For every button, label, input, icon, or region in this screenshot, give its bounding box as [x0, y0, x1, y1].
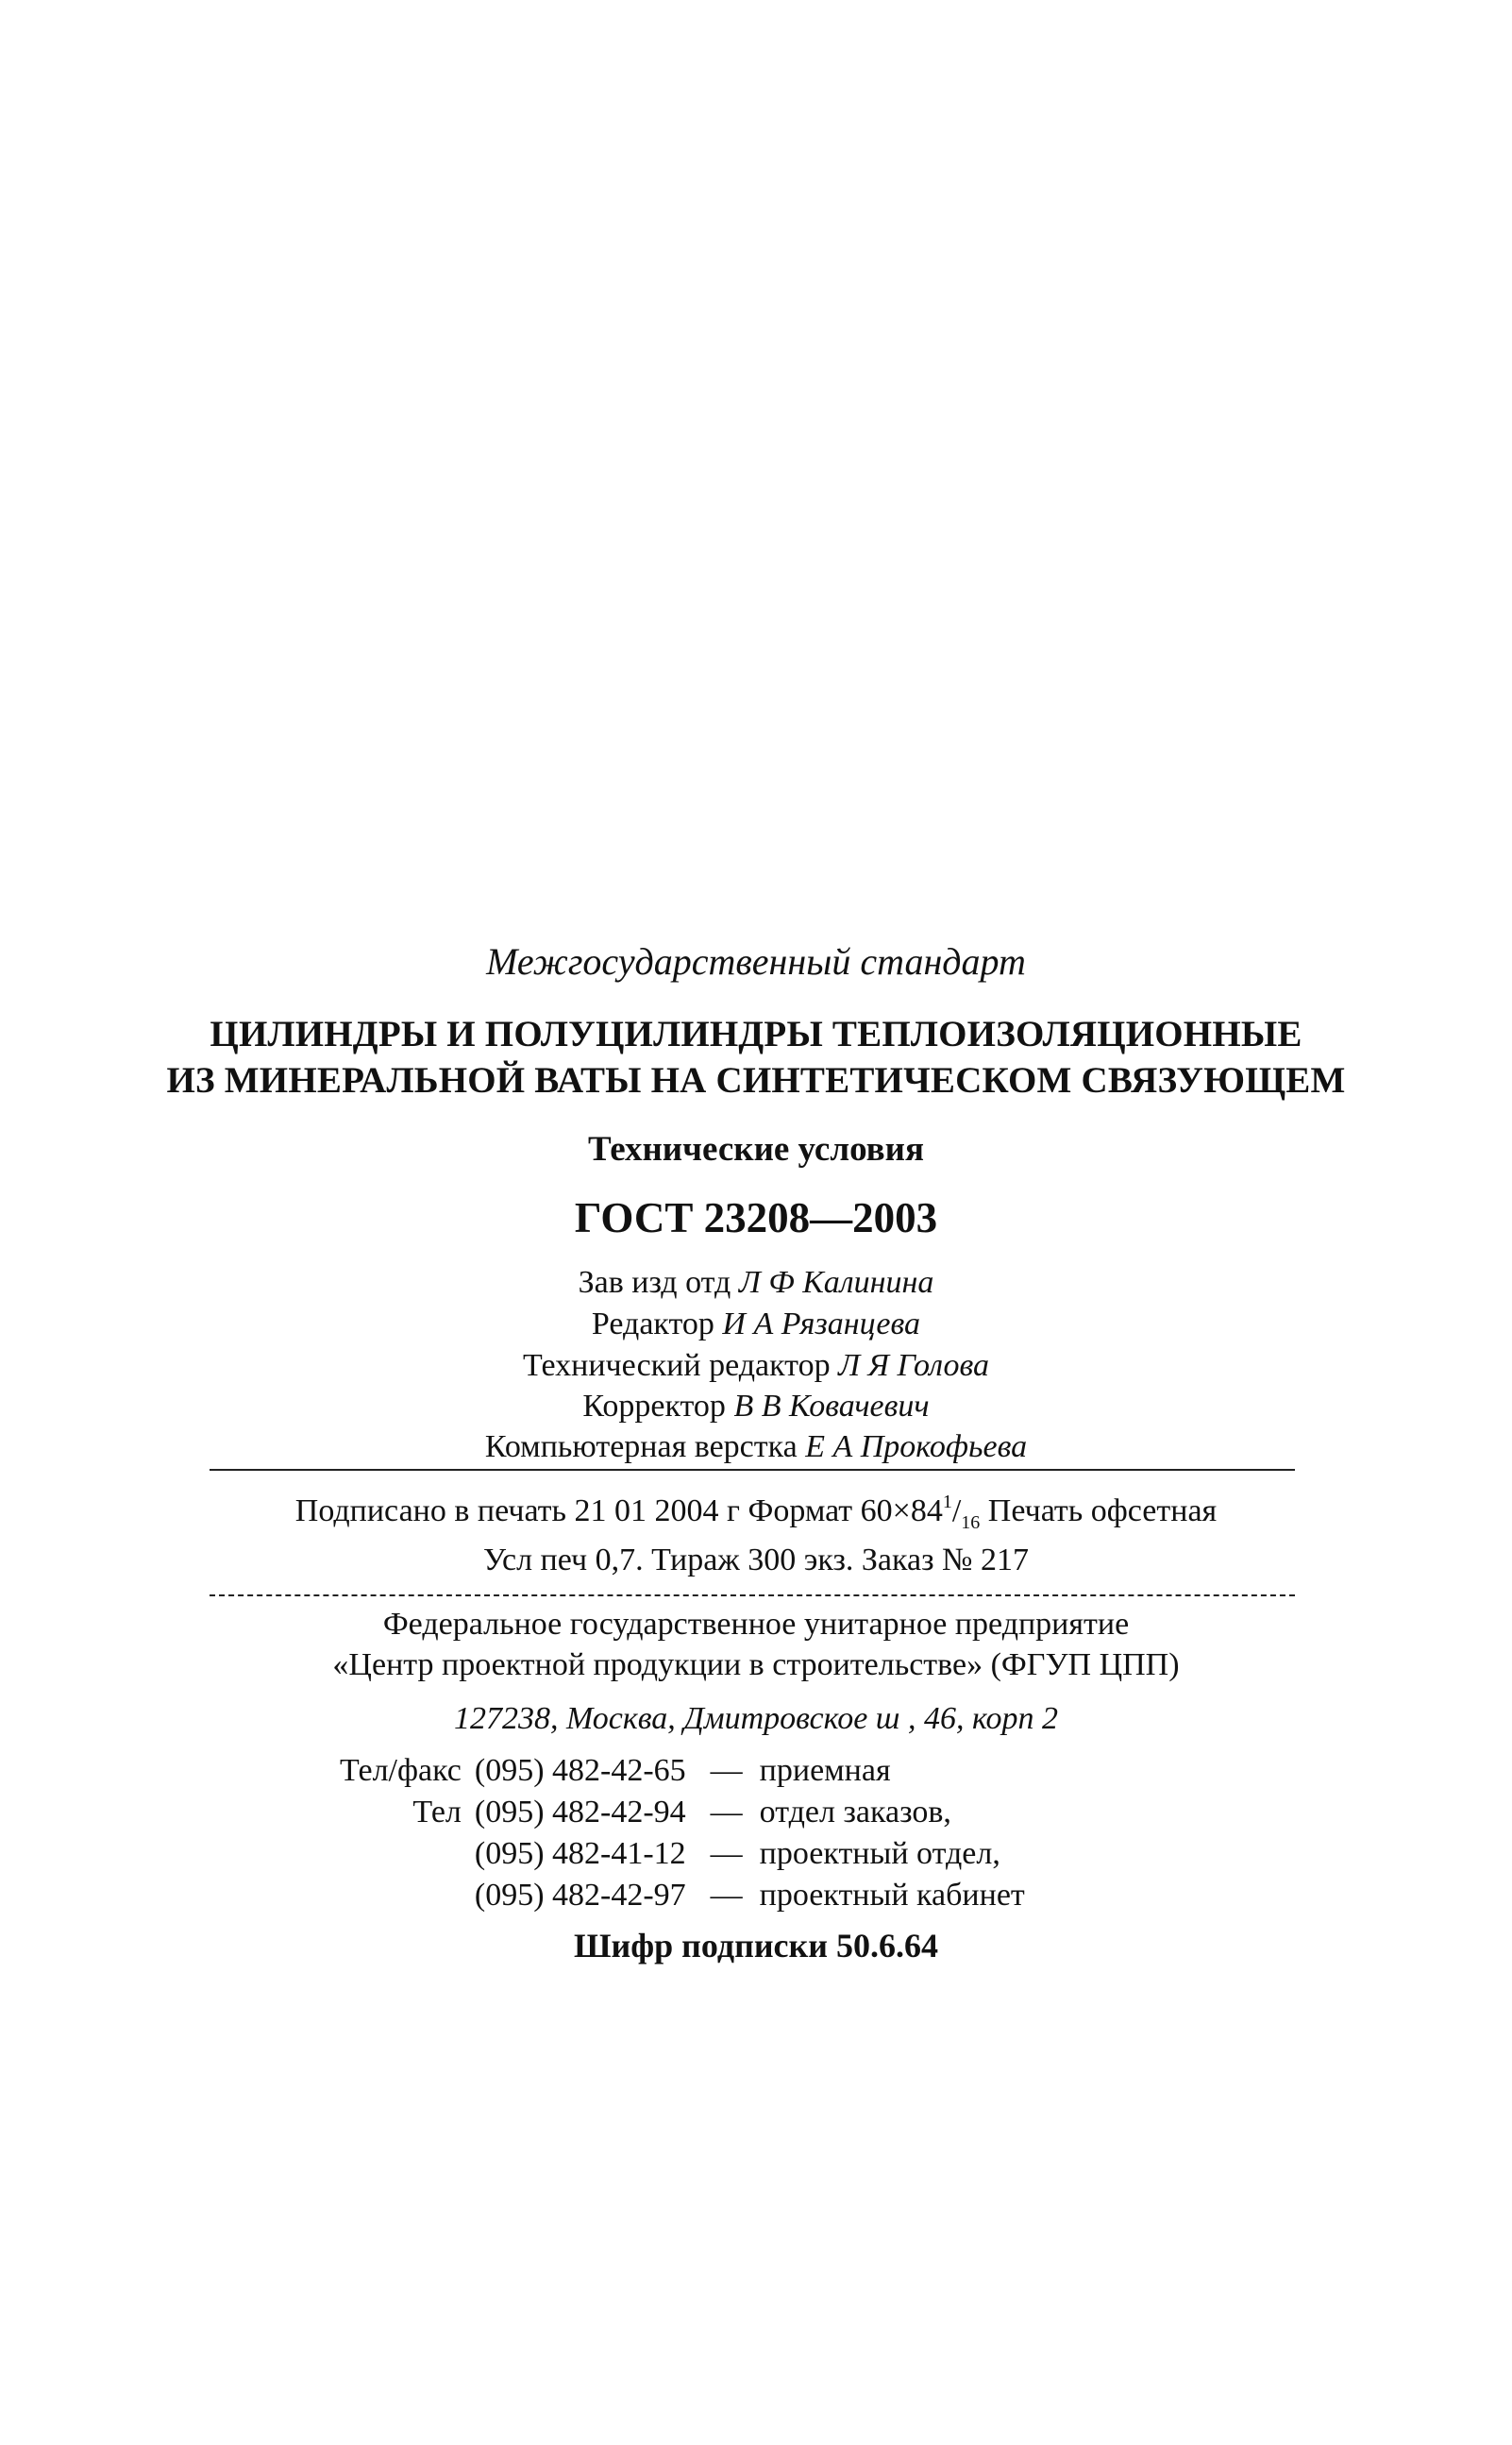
- credit-name: В В Ковачевич: [733, 1389, 930, 1424]
- phone-row: [340, 1833, 1033, 1875]
- phone-number: (095) 482-42-97: [474, 1878, 686, 1913]
- divider-bottom: [210, 1594, 1295, 1596]
- publisher-line-1: Федеральное государственное унитарное предприятие: [382, 1607, 1130, 1642]
- credit-name: И А Рязанцева: [722, 1307, 921, 1341]
- print-type: Печать офсетная: [987, 1493, 1218, 1528]
- credit-line: [0, 1429, 1512, 1465]
- print-info-line-2: Усл печ 0,7. Тираж 300 экз. Заказ № 217: [483, 1543, 1029, 1577]
- credit-name: Е А Прокофьева: [805, 1429, 1028, 1464]
- credit-line: [0, 1265, 1512, 1301]
- subscription-cipher: Шифр подписки 50.6.64: [573, 1927, 939, 1964]
- divider-top: [210, 1469, 1295, 1471]
- format-subscript: 16: [961, 1512, 981, 1533]
- credit-name: Л Ф Калинина: [738, 1265, 934, 1300]
- phone-label: [340, 1875, 475, 1916]
- phone-label: Тел: [412, 1795, 462, 1830]
- phone-label: Тел/факс: [340, 1753, 462, 1788]
- credit-line: [0, 1389, 1512, 1425]
- phone-number: (095) 482-42-94: [474, 1795, 686, 1830]
- print-info-line-1: [0, 1492, 1512, 1534]
- credit-role: Технический редактор: [523, 1348, 831, 1383]
- phone-dash: —: [710, 1753, 743, 1788]
- print-signed: Подписано в печать 21 01 2004 г: [294, 1493, 740, 1528]
- phone-dash: —: [710, 1836, 743, 1871]
- phone-number: (095) 482-41-12: [474, 1836, 686, 1871]
- phone-label: [340, 1833, 475, 1875]
- title-line-1: ЦИЛИНДРЫ И ПОЛУЦИЛИНДРЫ ТЕПЛОИЗОЛЯЦИОННЫЕ: [210, 1014, 1302, 1054]
- print-format: Формат $60\times 84^1/_{16}$: [748, 1492, 981, 1533]
- phone-row: [340, 1875, 1033, 1916]
- credit-line: [0, 1307, 1512, 1342]
- gost-number: ГОСТ 23208—2003: [574, 1194, 938, 1241]
- credit-role: Редактор: [591, 1307, 714, 1341]
- phone-dept: отдел заказов,: [759, 1795, 951, 1830]
- phone-row: [340, 1792, 1033, 1833]
- credit-role: Компьютерная верстка: [484, 1429, 798, 1464]
- publisher-address: 127238, Москва, Дмитровское ш , 46, корп 2: [453, 1701, 1059, 1736]
- phone-dash: —: [710, 1878, 743, 1913]
- phone-number: (095) 482-42-65: [474, 1753, 686, 1788]
- credit-name: Л Я Голова: [838, 1348, 989, 1383]
- phone-dash: —: [710, 1795, 743, 1830]
- credit-line: [0, 1348, 1512, 1384]
- credit-role: Корректор: [582, 1389, 726, 1424]
- phone-row: [340, 1750, 1033, 1792]
- format-superscript: 1: [942, 1492, 952, 1512]
- title-line-2: ИЗ МИНЕРАЛЬНОЙ ВАТЫ НА СИНТЕТИЧЕСКОМ СВЯЗУЮЩЕМ: [166, 1060, 1346, 1101]
- phone-dept: проектный кабинет: [759, 1878, 1025, 1913]
- standard-subtitle: Межгосударственный стандарт: [486, 940, 1026, 983]
- spec-heading: Технические условия: [588, 1130, 924, 1169]
- phone-dept: приемная: [759, 1753, 891, 1788]
- phone-dept: проектный отдел,: [759, 1836, 1000, 1871]
- publisher-line-2: «Центр проектной продукции в строительстве» (ФГУП ЦПП): [332, 1647, 1180, 1682]
- phone-list: [340, 1750, 1033, 1916]
- credit-role: Зав изд отд: [578, 1265, 731, 1300]
